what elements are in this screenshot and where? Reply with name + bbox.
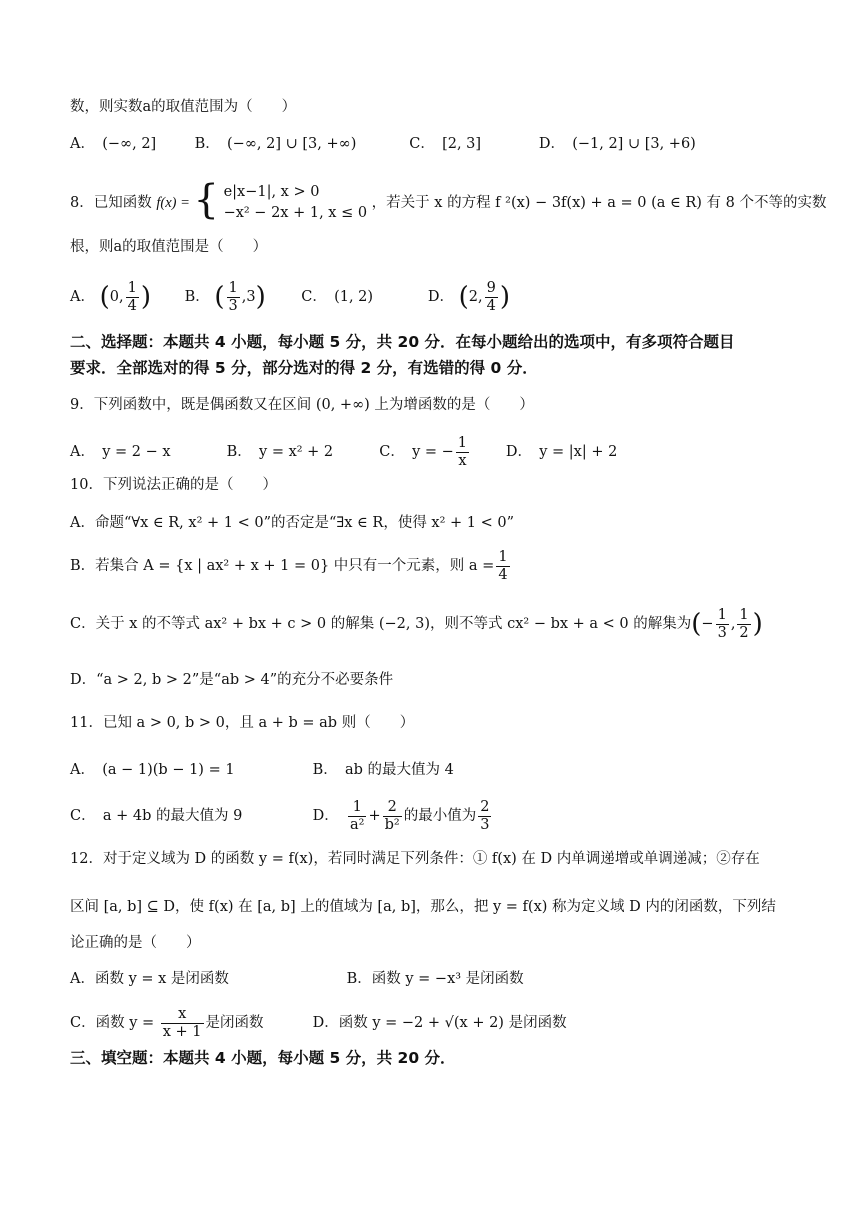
q12-stem-3: 论正确的是（ ） [70, 935, 201, 951]
q10-option-b: B．若集合 A = {x | ax² + x + 1 = 0} 中只有一个元素，则 a = $\frac{1}{4}$ [70, 548, 508, 583]
q11-stem: 11．已知 a > 0, b > 0，且 a + b = ab 则（ ） [70, 715, 415, 731]
q7-options [70, 133, 800, 155]
q12-stem-1: 12．对于定义域为 D 的函数 y = f(x)，若同时满足下列条件：① f(x) 在 D 内单调递增或单调递减；②存在 [70, 851, 760, 867]
q7-option-b: B． (−∞, 2] ∪ [3, +∞) [194, 136, 357, 152]
q11-row-2 [70, 795, 800, 837]
q11-option-d: D． $\frac{1}{\text{a²}}$ + $\frac{2}{\text{b²}}$ 的最小值为 $\frac{2}{3}$ [312, 798, 490, 833]
q11-option-b: B． ab 的最大值为 4 [312, 762, 454, 778]
q9-option-b: B． y = x² + 2 [226, 444, 334, 460]
q8-stem: 8．已知函数 f(x) = { e|x−1|, x > 0 −x² − 2x + 1, x ≤ 0 ，若关于 x 的方程 f ²(x) − 3f(x) + a = 0 (a ∈ R) 有 8 个不等的实数 [70, 177, 827, 223]
section-3-heading: 三、填空题：本题共 4 小题，每小题 5 分，共 20 分． [70, 1049, 456, 1067]
q12-option-b: B．函数 y = −x³ 是闭函数 [346, 971, 524, 987]
q11-option-c: C． a + 4b 的最大值为 9 [70, 808, 243, 824]
section-2-heading: 二、选择题：本题共 4 小题，每小题 5 分，共 20 分．在每小题给出的选项中，有多项符合题目 [70, 333, 735, 351]
q12-row-2 [70, 1002, 800, 1044]
q7-option-c: C． [2, 3] [409, 136, 482, 152]
q12-stem-2: 区间 [a, b] ⊆ D，使 f(x) 在 [a, b] 上的值域为 [a, b]，那么，把 y = f(x) 称为定义域 D 内的闭函数，下列结 [70, 899, 776, 915]
q9-option-c: C． y = − $\frac{1}{x}$ [379, 434, 468, 469]
q7-option-a: A． (−∞, 2] [70, 136, 157, 152]
q10-stem: 10．下列说法正确的是（ ） [70, 477, 277, 493]
q12-row-1 [70, 968, 800, 990]
q7-tail: 数，则实数a的取值范围为（ ） [70, 99, 297, 115]
q10-option-a: A．命题“∀x ∈ R, x² + 1 < 0”的否定是“∃x ∈ R，使得 x² + 1 < 0” [70, 515, 515, 531]
section-2-heading-cont: 要求．全部选对的得 5 分，部分选对的得 2 分，有选错的得 0 分． [70, 359, 538, 377]
q11-row-1 [70, 759, 800, 781]
piecewise-cases [224, 182, 368, 224]
q8-prefix: 8．已知函数 [70, 195, 152, 211]
q12-option-c: C．函数 y = $\frac{x}{x + 1}$ 是闭函数 [70, 1005, 264, 1040]
q8-tail: 根，则a的取值范围是（ ） [70, 239, 268, 255]
q9-stem: 9．下列函数中，既是偶函数又在区间 (0, +∞) 上为增函数的是（ ） [70, 397, 534, 413]
q8-option-c: C． (1, 2) [301, 289, 374, 305]
q7-option-d: D． (−1, 2] ∪ [3, +6) [538, 136, 696, 152]
case-1: e|x−1|, x > 0 [223, 184, 320, 200]
case-2: −x² − 2x + 1, x ≤ 0 [223, 205, 368, 221]
q11-option-a: A． (a − 1)(b − 1) = 1 [70, 762, 235, 778]
q9-options [70, 432, 800, 472]
q9-option-d: D． y = |x| + 2 [505, 444, 618, 460]
q8-options [70, 276, 800, 318]
q10-option-c: C．关于 x 的不等式 ax² + bx + c > 0 的解集 (−2, 3)，则不等式 cx² − bx + a < 0 的解集为(− $\frac{1}{3}$ , $\frac{1}{2}$ ) [70, 606, 763, 641]
q8-option-d: D． (2, $\frac{9}{4}$ ) [427, 279, 510, 314]
q12-option-a: A．函数 y = x 是闭函数 [70, 971, 229, 987]
q10-option-d: D．“a > 2, b > 2”是“ab > 4”的充分不必要条件 [70, 672, 394, 688]
q12-option-d: D．函数 y = −2 + √(x + 2) 是闭函数 [312, 1015, 567, 1031]
q8-option-b: B． ( $\frac{1}{3}$ ,3) [184, 279, 266, 314]
q8-mid: ，若关于 x 的方程 f ²(x) − 3f(x) + a = 0 (a ∈ R) 有 8 个不等的实数 [371, 195, 827, 211]
q9-option-a: A． y = 2 − x [70, 444, 171, 460]
q8-option-a: A． (0, $\frac{1}{4}$ ) [70, 279, 151, 314]
